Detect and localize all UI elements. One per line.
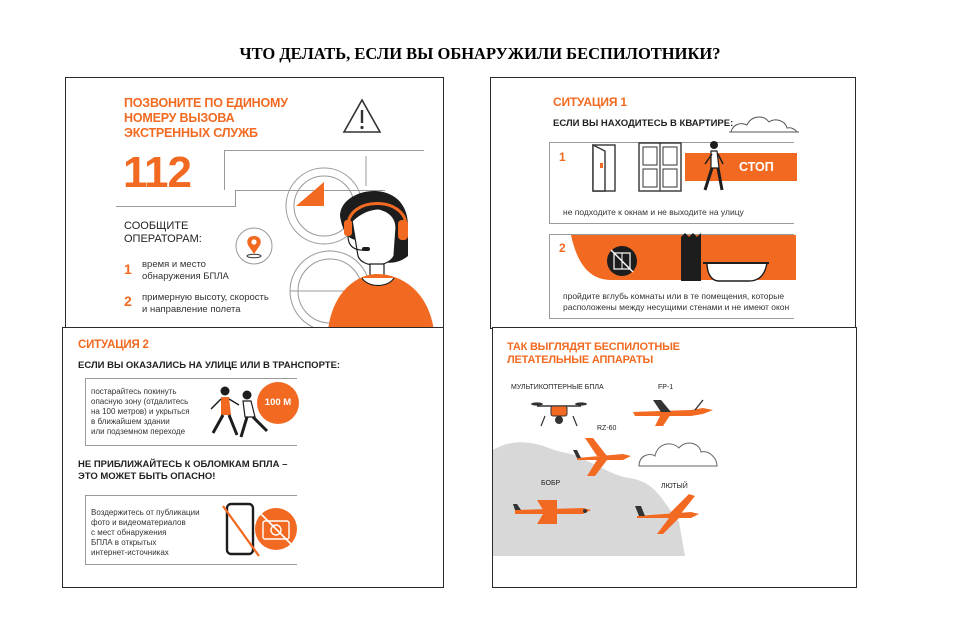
item-number: 2	[124, 293, 132, 309]
panel-situation-2	[62, 327, 444, 588]
warning-icon	[342, 98, 382, 138]
drone-label: RZ-60	[597, 425, 617, 432]
situation2-heading: СИТУАЦИЯ 2	[78, 339, 149, 351]
call-heading-line: ПОЗВОНИТЕ ПО ЕДИНОМУ	[124, 96, 288, 110]
divider	[224, 150, 225, 190]
step1-text: не подходите к окнам и не выходите на улицу	[563, 207, 744, 217]
panel-drone-types	[492, 327, 857, 588]
divider	[85, 378, 86, 446]
street-advice-line: или подземном переходе	[91, 427, 186, 436]
distance-badge: 100 М	[264, 397, 292, 408]
divider	[85, 378, 297, 379]
walking-person-icon	[697, 140, 727, 194]
report-item-1	[142, 259, 229, 282]
divider	[85, 564, 297, 565]
bobr-drone-icon	[513, 496, 593, 528]
divider	[85, 495, 297, 496]
bathtub-icon	[679, 233, 769, 285]
crossed-camera-icon	[253, 506, 299, 552]
report-label	[124, 220, 202, 246]
debris-warning-line: ЭТО МОЖЕТ БЫТЬ ОПАСНО!	[78, 471, 216, 482]
window-icon	[637, 141, 683, 193]
panel-call-112	[65, 77, 444, 329]
media-advice	[91, 508, 200, 558]
report-label-line: СООБЩИТЕ	[124, 220, 189, 232]
step2-text-line: пройдите вглубь комнаты или в те помещения, которые	[563, 291, 785, 301]
street-advice-line: постарайтесь покинуть	[91, 387, 177, 396]
debris-warning	[78, 459, 287, 483]
drones-heading-line: ТАК ВЫГЛЯДЯТ БЕСПИЛОТНЫЕ	[507, 341, 680, 353]
quadcopter-icon	[531, 398, 587, 430]
step-number: 2	[559, 241, 566, 255]
report-label-line: ОПЕРАТОРАМ:	[124, 233, 202, 245]
divider	[224, 150, 424, 151]
call-heading-line: ЭКСТРЕННЫХ СЛУЖБ	[124, 126, 258, 140]
divider	[235, 190, 236, 207]
emergency-number: 112	[123, 148, 191, 197]
drone-label: ЛЮТЫЙ	[661, 483, 688, 490]
divider	[549, 318, 794, 319]
divider	[85, 445, 297, 446]
crossed-window-icon	[605, 244, 639, 278]
door-icon	[591, 143, 617, 193]
media-advice-line: Воздержитесь от публикации	[91, 508, 200, 517]
report-item-line: и направление полета	[142, 303, 241, 315]
divider	[85, 495, 86, 565]
drones-heading-line: ЛЕТАТЕЛЬНЫЕ АППАРАТЫ	[507, 354, 654, 366]
divider	[549, 234, 550, 318]
step-number: 1	[559, 150, 566, 164]
divider	[116, 206, 236, 207]
report-item-line: время и место	[142, 259, 206, 270]
report-item-line: обнаружения БПЛА	[142, 270, 229, 282]
drone-label: FP-1	[658, 384, 674, 391]
street-advice-line: на 100 метров) и укрыться	[91, 407, 190, 416]
divider	[549, 223, 794, 224]
document-title: ЧТО ДЕЛАТЬ, ЕСЛИ ВЫ ОБНАРУЖИЛИ БЕСПИЛОТНИКИ?	[239, 44, 721, 63]
situation1-heading: СИТУАЦИЯ 1	[553, 95, 627, 109]
call-heading-line: НОМЕРУ ВЫЗОВА	[124, 111, 235, 125]
drone-label: МУЛЬТИКОПТЕРНЫЕ БПЛА	[511, 384, 604, 391]
rz60-drone-icon	[573, 436, 633, 478]
panel-situation-1	[490, 77, 856, 329]
street-advice-line: в ближайшем здании	[91, 417, 170, 426]
media-advice-line: фото и видеоматериалов	[91, 518, 186, 527]
cloud-icon	[729, 112, 799, 134]
debris-warning-line: НЕ ПРИБЛИЖАЙТЕСЬ К ОБЛОМКАМ БПЛА –	[78, 459, 288, 470]
street-advice-line: опасную зону (отдалитесь	[91, 397, 189, 406]
media-advice-line: интернет-источниках	[91, 548, 169, 557]
media-advice-line: с мест обнаружения	[91, 528, 167, 537]
cloud-icon	[637, 434, 719, 468]
location-pin-icon	[234, 226, 274, 266]
stop-badge: СТОП	[739, 160, 774, 174]
call-heading	[124, 96, 288, 141]
situation1-subheading: ЕСЛИ ВЫ НАХОДИТЕСЬ В КВАРТИРЕ:	[553, 118, 734, 129]
media-advice-line: БПЛА в открытых	[91, 538, 157, 547]
fp1-drone-icon	[631, 398, 715, 428]
divider	[549, 142, 550, 224]
step2-text	[563, 291, 789, 312]
report-item-2	[142, 292, 269, 315]
drones-heading	[507, 341, 680, 367]
street-advice	[91, 387, 190, 437]
drone-label: БОБР	[541, 480, 561, 487]
report-item-line: примерную высоту, скорость	[142, 292, 269, 303]
item-number: 1	[124, 261, 132, 277]
step2-text-line: расположены между несущими стенами и не имеют окон	[563, 301, 790, 312]
situation2-subheading: ЕСЛИ ВЫ ОКАЗАЛИСЬ НА УЛИЦЕ ИЛИ В ТРАНСПОРТЕ:	[78, 360, 341, 371]
lyuty-drone-icon	[633, 492, 703, 536]
operator-headset-icon	[278, 156, 444, 329]
